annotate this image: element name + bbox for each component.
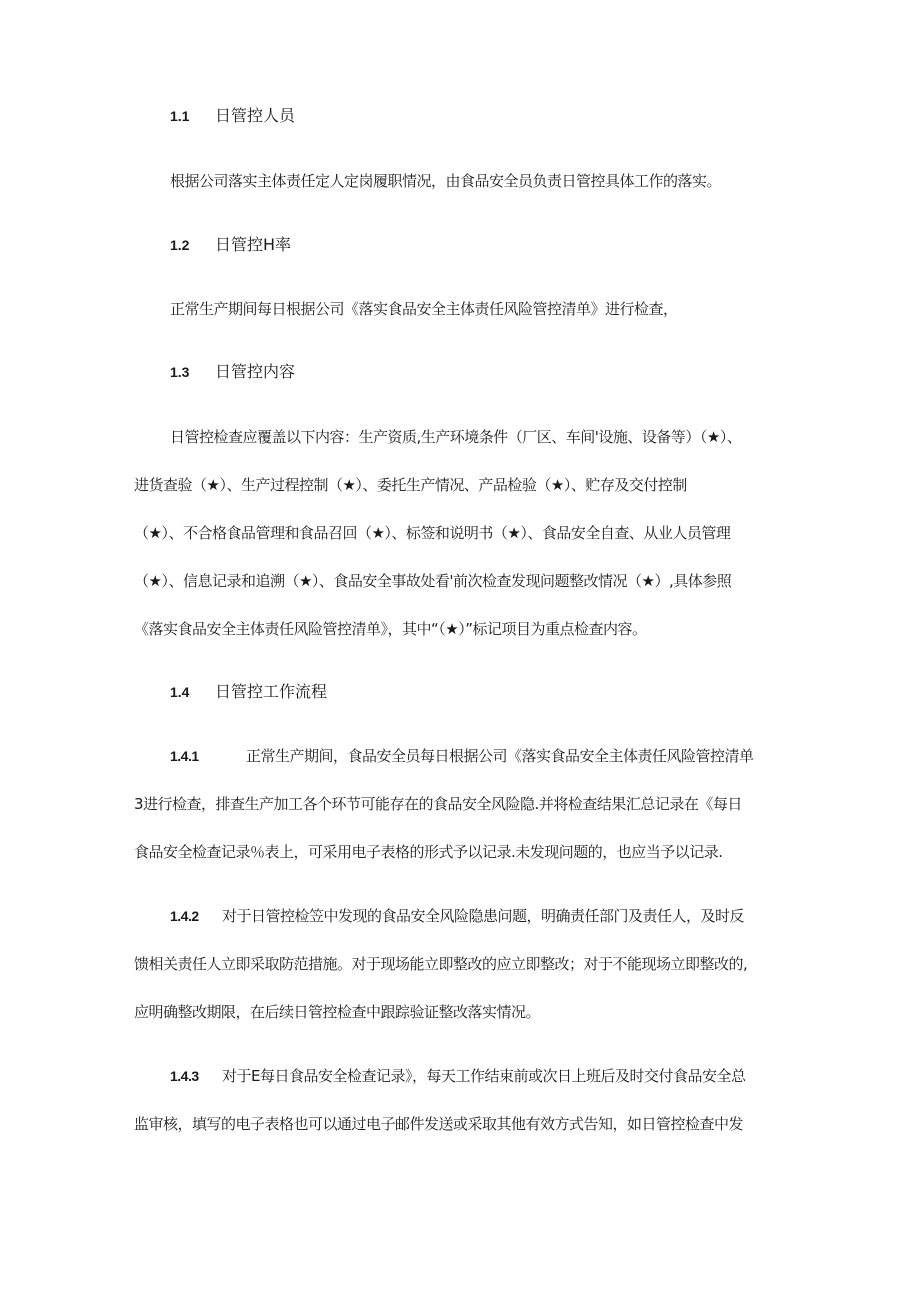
subsection-line	[170, 906, 744, 926]
section-title: 日管控H率	[215, 235, 292, 254]
section-title: 日管控工作流程	[215, 682, 328, 701]
paragraph-line: 应明确整改期限，在后续日管控检查中跟踪验证整改落实情况。	[134, 1003, 541, 1021]
section-heading-1-3	[170, 362, 295, 382]
subsection-text: 对于日管控检笠中发现的食品安全风险隐患问题，明确责任部门及责任人，及时反	[222, 907, 745, 925]
section-number: 1.4	[170, 684, 190, 700]
paragraph-line: （★）、不合格食品管理和食品召回（★）、标签和说明书（★）、食品安全自查、从业人员管理	[134, 524, 731, 542]
paragraph-line: 进货查验（★）、生产过程控制（★）、委托生产情况、产品检验（★）、贮存及交付控制	[134, 476, 687, 494]
paragraph-line: 馈相关责任人立即采取防范措施。对于现场能立即整改的应立即整改；对于不能现场立即整改的,	[134, 955, 748, 973]
section-number: 1.2	[170, 237, 190, 253]
subsection-number: 1.4.2	[170, 908, 199, 924]
subsection-line	[170, 746, 754, 766]
paragraph-line: 根据公司落实主体责任定人定岗履职情况，由食品安全员负责日管控具体工作的落实。	[170, 172, 722, 190]
paragraph-line: 正常生产期间每日根据公司《落实食品安全主体责任风险管控清单》进行检查，	[170, 300, 678, 318]
section-number: 1.3	[170, 364, 190, 380]
paragraph-line: 食品安全检查记录％表上，可采用电子表格的形式予以记录.未发现问题的，也应当予以记录.	[134, 843, 723, 861]
subsection-line	[170, 1066, 745, 1086]
section-heading-1-1	[170, 106, 295, 126]
paragraph-line: 3进行检查，排查生产加工各个环节可能存在的食品安全风险隐.并将检查结果汇总记录在《每日	[134, 795, 742, 813]
subsection-number: 1.4.3	[170, 1068, 199, 1084]
paragraph-line: 《落实食品安全主体责任风险管控清单》，其中“（★）”标记项目为重点检查内容。	[134, 620, 647, 638]
paragraph-line: 日管控检查应覆盖以下内容：生产资质,生产环境条件（厂区、车间'设施、设备等）（★）、	[170, 428, 742, 446]
subsection-text: 正常生产期间，食品安全员每日根据公司《落实食品安全主体责任风险管控清单	[246, 747, 754, 765]
subsection-number: 1.4.1	[170, 748, 199, 764]
paragraph-line: （★）、信息记录和追溯（★）、食品安全事故处看'前次检查发现问题整改情况（★）,具体参照	[134, 572, 732, 590]
section-title: 日管控内容	[215, 362, 296, 381]
subsection-text: 对于E每日食品安全检查记录》，每天工作结束前或次日上班后及时交付食品安全总	[222, 1067, 746, 1085]
section-number: 1.1	[170, 108, 190, 124]
paragraph-line: 监审核，填写的电子表格也可以通过电子邮件发送或采取其他有效方式告知，如日管控检查中发	[134, 1115, 744, 1133]
section-title: 日管控人员	[215, 106, 296, 125]
section-heading-1-2	[170, 235, 291, 255]
section-heading-1-4	[170, 682, 327, 702]
